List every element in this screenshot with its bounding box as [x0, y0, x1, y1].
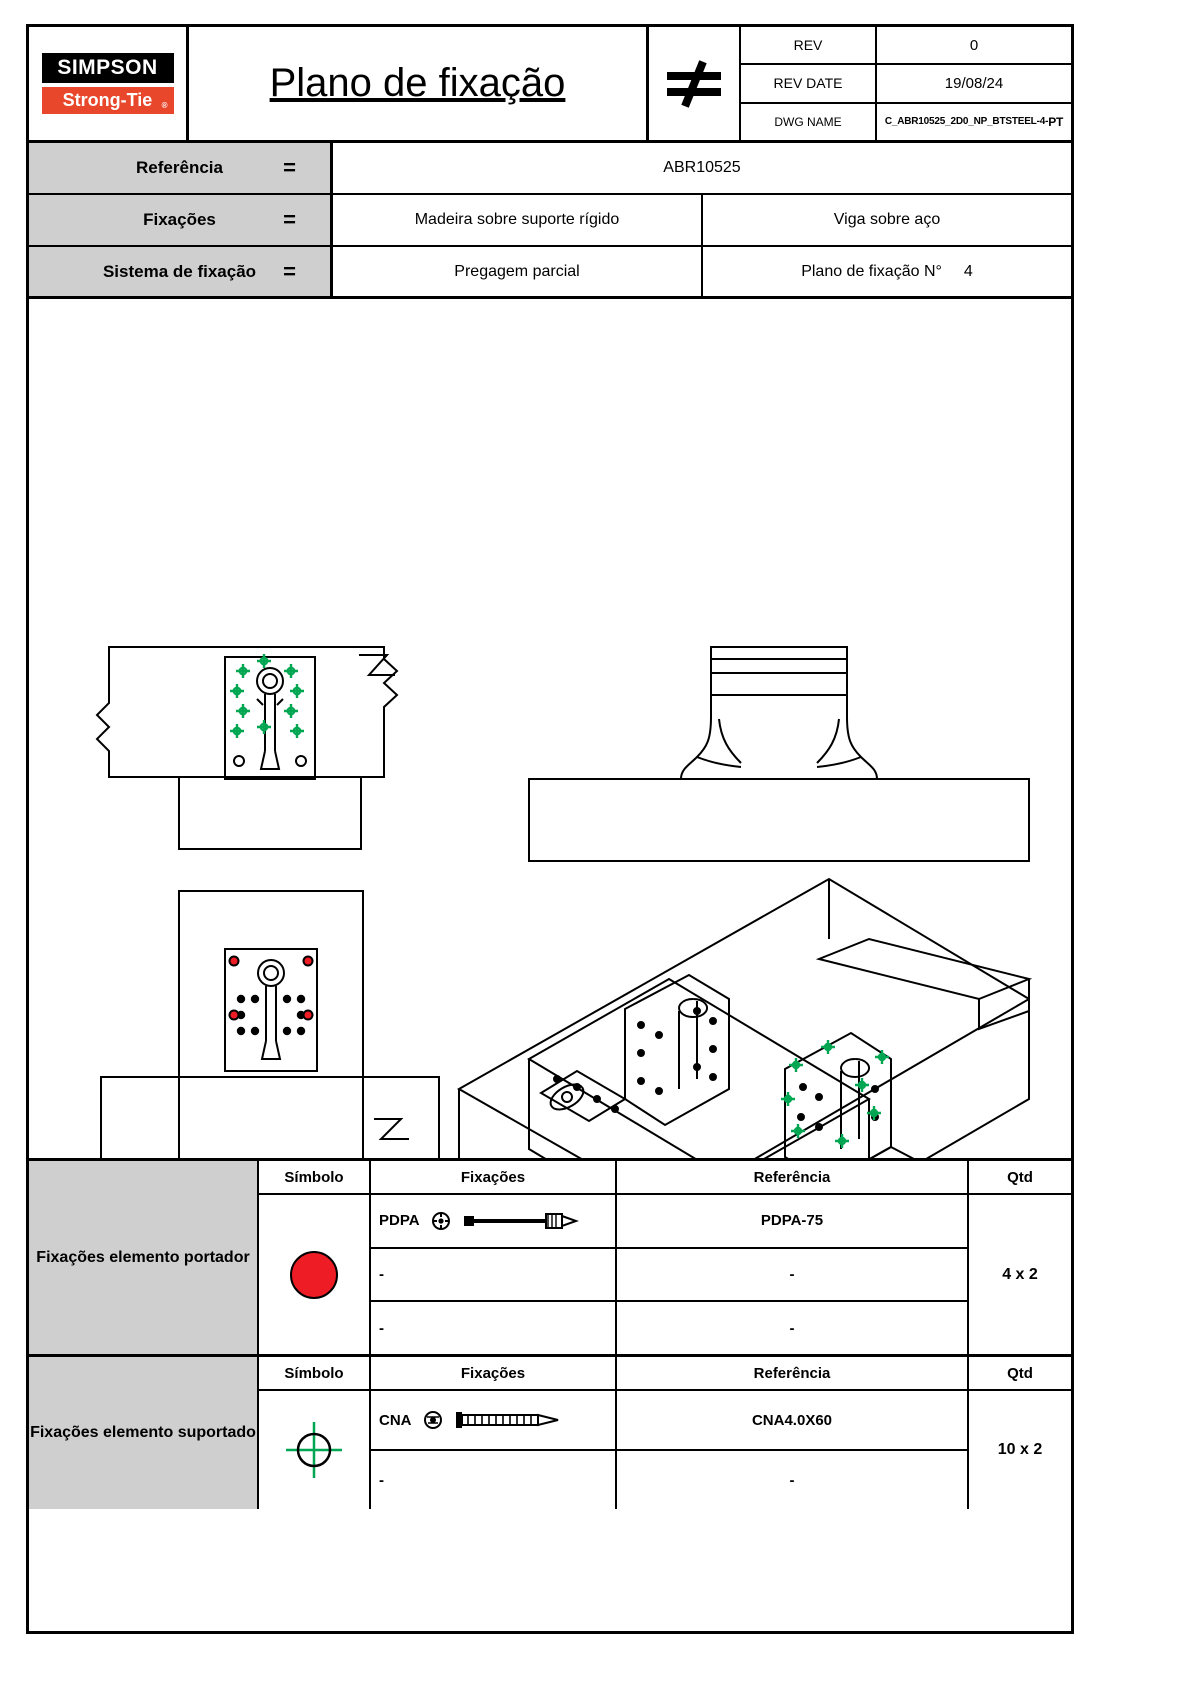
- info-label-text: Fixações: [143, 210, 216, 229]
- info-row-referencia: [29, 143, 1071, 195]
- not-equal-icon: [659, 58, 729, 110]
- legend-header-fixacoes: Fixações: [371, 1161, 617, 1193]
- info-label-referencia: [29, 143, 333, 193]
- legend-cell-referencia: -: [789, 1319, 795, 1337]
- legend-row: [371, 1249, 967, 1303]
- info-value-fixacoes-2: Viga sobre aço: [701, 195, 1071, 245]
- rev-row: [741, 27, 1071, 65]
- logo-strongtie-text: [42, 87, 174, 114]
- info-value-plano: [701, 247, 1071, 296]
- info-label-text: Sistema de fixação: [102, 261, 257, 281]
- legend-qtd-header: Qtd: [969, 1161, 1071, 1195]
- equals-sign: =: [283, 207, 296, 232]
- logo-simpson-text: SIMPSON: [42, 53, 174, 83]
- screw-head-icon: [430, 1210, 452, 1232]
- legend-cell-referencia: PDPA-75: [760, 1212, 824, 1230]
- rev-value: 0: [969, 36, 979, 54]
- rev-date-label: REV DATE: [741, 65, 877, 101]
- plano-value: 4: [963, 262, 973, 280]
- dwg-name-label: DWG NAME: [741, 104, 877, 140]
- legend-qtd-suportado: [967, 1357, 1071, 1509]
- legend-header-fixacoes: Fixações: [371, 1357, 617, 1389]
- legend-qtd-value: 10 x 2: [997, 1441, 1043, 1458]
- legend-row-headers: [371, 1161, 967, 1195]
- info-value-fixacoes-1: Madeira sobre suporte rígido: [414, 211, 620, 228]
- top-left-front-view: [97, 647, 397, 849]
- info-label-text: Referência: [136, 158, 223, 177]
- info-row-fixacoes: [29, 195, 1071, 247]
- revision-block: [741, 27, 1071, 140]
- legend-fixacao-label: PDPA: [379, 1212, 420, 1230]
- technical-drawing: [29, 299, 1071, 1161]
- dwg-name-text: C_ABR10525_2D0_NP_BTSTEEL-4-: [884, 116, 1049, 128]
- legend-qtd-value: 4 x 2: [1002, 1265, 1038, 1283]
- logo-strongtie-label: Strong-Tie: [62, 90, 153, 110]
- legend-qtd-portador: [967, 1161, 1071, 1354]
- legend-cell-fixacao: [371, 1195, 617, 1247]
- info-label-fixacoes: [29, 195, 333, 245]
- title-block: [29, 27, 1071, 143]
- legend-cell-fixacao: -: [371, 1249, 617, 1301]
- legend-row-headers: [371, 1357, 967, 1391]
- legend-table: [29, 1161, 1071, 1509]
- legend-symbol-header: Símbolo: [259, 1161, 369, 1195]
- info-value-referencia: ABR10525: [663, 159, 741, 176]
- red-filled-circle-icon: [284, 1245, 344, 1305]
- legend-symbol-suportado: [259, 1357, 371, 1509]
- legend-rows-suportado: [371, 1357, 967, 1509]
- bottom-left-plan-view: [101, 891, 439, 1161]
- rev-date-row: [741, 65, 1071, 103]
- legend-header-referencia: Referência: [753, 1364, 831, 1382]
- legend-block-suportado: [29, 1357, 1071, 1509]
- ring-shank-nail-icon: [454, 1409, 576, 1431]
- legend-cell-fixacao: -: [371, 1451, 617, 1509]
- legend-symbol-portador: [259, 1161, 371, 1354]
- info-row-sistema: [29, 247, 1071, 299]
- bottom-right-isometric-view: [459, 879, 1029, 1161]
- legend-symbol-header: Símbolo: [259, 1357, 369, 1391]
- legend-cell-referencia: -: [789, 1266, 795, 1283]
- plano-label: Plano de fixação N°: [801, 262, 942, 280]
- legend-cell-referencia: CNA4.0X60: [751, 1411, 833, 1429]
- green-crosshair-circle-icon: [283, 1419, 345, 1481]
- legend-block-portador: [29, 1161, 1071, 1357]
- dwg-name-value: [877, 104, 1071, 140]
- sheet-frame: [26, 24, 1074, 1634]
- legend-header-referencia: Referência: [753, 1168, 831, 1186]
- logo: [29, 27, 189, 140]
- legend-row: [371, 1391, 967, 1451]
- page-title: [189, 27, 649, 140]
- legend-symbol-body: [259, 1195, 369, 1354]
- legend-name-suportado: Fixações elemento suportado: [29, 1357, 259, 1509]
- legend-row: [371, 1451, 967, 1509]
- legend-cell-fixacao: -: [371, 1302, 617, 1354]
- legend-fixacao-label: CNA: [379, 1411, 412, 1429]
- dwg-name-row: [741, 104, 1071, 140]
- page-title-text: Plano de fixação: [269, 61, 566, 105]
- legend-row: [371, 1302, 967, 1354]
- ring-shank-head-icon: [422, 1409, 444, 1431]
- info-value-sistema: Pregagem parcial: [454, 262, 580, 280]
- legend-rows-portador: [371, 1161, 967, 1354]
- rev-date-value: 19/08/24: [944, 74, 1004, 92]
- legend-cell-fixacao: [371, 1391, 617, 1449]
- legend-symbol-body: [259, 1391, 369, 1509]
- legend-name-portador: Fixações elemento portador: [29, 1161, 259, 1354]
- info-label-sistema: [29, 247, 333, 296]
- top-right-section-view: [529, 647, 1029, 861]
- nail-icon: [462, 1210, 582, 1232]
- registered-mark: ®: [161, 101, 168, 110]
- dwg-name-suffix: PT: [1048, 114, 1064, 129]
- symbol-column: [649, 27, 741, 140]
- drawing-area: [29, 299, 1071, 1161]
- equals-sign: =: [283, 155, 296, 180]
- rev-label: REV: [741, 27, 877, 63]
- equals-sign: =: [283, 258, 296, 284]
- legend-qtd-header: Qtd: [969, 1357, 1071, 1391]
- legend-cell-referencia: -: [789, 1471, 795, 1489]
- legend-row: [371, 1195, 967, 1249]
